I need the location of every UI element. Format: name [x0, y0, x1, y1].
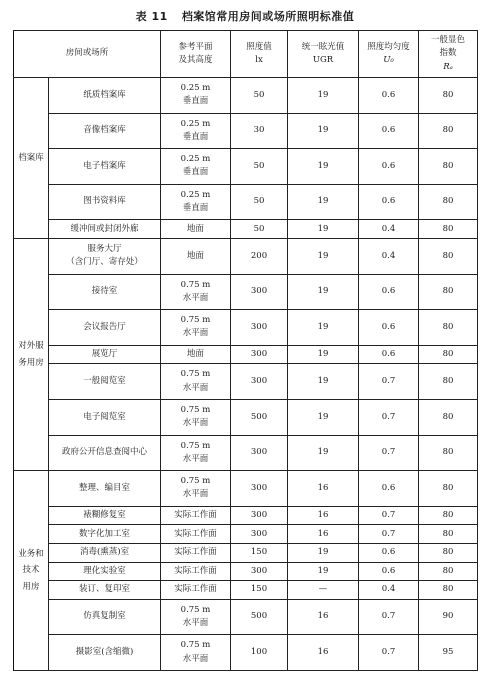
illuminance-value: 300 — [231, 506, 288, 525]
reference-plane: 0.25 m 垂直面 — [161, 149, 231, 185]
reference-plane: 地面 — [161, 238, 231, 274]
ra-value: 80 — [419, 238, 478, 274]
illuminance-value: 50 — [231, 78, 288, 114]
ugr-value: 19 — [288, 562, 359, 581]
ra-value: 80 — [419, 184, 478, 220]
ra-value: 90 — [419, 599, 478, 635]
room-name: 纸质档案库 — [49, 78, 161, 114]
room-name: 装订、复印室 — [49, 581, 161, 600]
table-row — [14, 471, 478, 507]
table-row — [14, 435, 478, 471]
illuminance-value: 50 — [231, 184, 288, 220]
ugr-value: 19 — [288, 543, 359, 562]
ugr-value: 19 — [288, 399, 359, 435]
room-name: 裱糊修复室 — [49, 506, 161, 525]
header-room: 房间或场所 — [14, 31, 161, 78]
header-row — [14, 31, 478, 78]
table-row — [14, 113, 478, 149]
room-name: 接待室 — [49, 274, 161, 310]
room-name: 仿真复制室 — [49, 599, 161, 635]
reference-plane: 0.75 m 水平面 — [161, 274, 231, 310]
reference-plane: 地面 — [161, 220, 231, 239]
reference-plane: 实际工作面 — [161, 543, 231, 562]
ra-value: 80 — [419, 220, 478, 239]
ugr-value: 19 — [288, 149, 359, 185]
header-ra: 一般显色 指数 Rₐ — [419, 31, 478, 78]
table-row — [14, 78, 478, 114]
uniformity-value: 0.6 — [359, 345, 419, 364]
room-name: 展览厅 — [49, 345, 161, 364]
ra-value: 80 — [419, 113, 478, 149]
ugr-value: — — [288, 581, 359, 600]
uniformity-value: 0.7 — [359, 599, 419, 635]
table-row — [14, 399, 478, 435]
uniformity-value: 0.6 — [359, 543, 419, 562]
ugr-value: 19 — [288, 364, 359, 400]
illuminance-value: 150 — [231, 581, 288, 600]
ugr-value: 16 — [288, 525, 359, 544]
uniformity-value: 0.6 — [359, 471, 419, 507]
table-row — [14, 274, 478, 310]
room-name: 整理、编目室 — [49, 471, 161, 507]
ra-value: 95 — [419, 635, 478, 671]
illuminance-value: 50 — [231, 149, 288, 185]
group-business-technical: 业务和 技术 用房 — [14, 471, 49, 671]
uniformity-value: 0.7 — [359, 506, 419, 525]
reference-plane: 实际工作面 — [161, 525, 231, 544]
ra-value: 80 — [419, 345, 478, 364]
ugr-value: 19 — [288, 345, 359, 364]
room-name: 消毒(熏蒸)室 — [49, 543, 161, 562]
illuminance-value: 200 — [231, 238, 288, 274]
illuminance-value: 30 — [231, 113, 288, 149]
reference-plane: 0.75 m 水平面 — [161, 599, 231, 635]
reference-plane: 实际工作面 — [161, 581, 231, 600]
uniformity-value: 0.4 — [359, 220, 419, 239]
uniformity-value: 0.7 — [359, 435, 419, 471]
illuminance-value: 50 — [231, 220, 288, 239]
ugr-value: 19 — [288, 238, 359, 274]
reference-plane: 0.75 m 水平面 — [161, 635, 231, 671]
table-row — [14, 562, 478, 581]
uniformity-value: 0.6 — [359, 113, 419, 149]
reference-plane: 实际工作面 — [161, 506, 231, 525]
header-lux: 照度值 lx — [231, 31, 288, 78]
table-title: 档案馆常用房间或场所照明标准值 — [181, 10, 355, 23]
ra-value: 80 — [419, 435, 478, 471]
uniformity-value: 0.7 — [359, 525, 419, 544]
group-archive: 档案库 — [14, 78, 49, 239]
room-name: 图书资料库 — [49, 184, 161, 220]
uniformity-value: 0.4 — [359, 238, 419, 274]
table-row — [14, 635, 478, 671]
room-name: 一般阅览室 — [49, 364, 161, 400]
illuminance-value: 300 — [231, 345, 288, 364]
table-row — [14, 149, 478, 185]
reference-plane: 0.25 m 垂直面 — [161, 184, 231, 220]
group-public-service: 对外服 务用房 — [14, 238, 49, 470]
table-row — [14, 238, 478, 274]
uniformity-value: 0.4 — [359, 581, 419, 600]
table-row — [14, 599, 478, 635]
illuminance-value: 500 — [231, 599, 288, 635]
table-row — [14, 581, 478, 600]
uniformity-value: 0.6 — [359, 78, 419, 114]
illuminance-value: 300 — [231, 274, 288, 310]
ra-value: 80 — [419, 78, 478, 114]
header-uniformity: 照度均匀度 U₀ — [359, 31, 419, 78]
reference-plane: 0.75 m 水平面 — [161, 435, 231, 471]
table-caption — [0, 8, 490, 24]
uniformity-value: 0.7 — [359, 399, 419, 435]
uniformity-value: 0.6 — [359, 274, 419, 310]
illuminance-value: 300 — [231, 364, 288, 400]
ugr-value: 19 — [288, 184, 359, 220]
reference-plane: 地面 — [161, 345, 231, 364]
header-plane: 参考平面 及其高度 — [161, 31, 231, 78]
uniformity-value: 0.6 — [359, 562, 419, 581]
illuminance-value: 300 — [231, 471, 288, 507]
uniformity-value: 0.7 — [359, 635, 419, 671]
ra-value: 80 — [419, 310, 478, 346]
ugr-value: 16 — [288, 506, 359, 525]
table-row — [14, 345, 478, 364]
table-row — [14, 364, 478, 400]
illuminance-value: 300 — [231, 310, 288, 346]
room-name: 服务大厅 （含门厅、寄存处） — [49, 238, 161, 274]
illuminance-value: 300 — [231, 525, 288, 544]
ra-value: 80 — [419, 562, 478, 581]
ra-value: 80 — [419, 364, 478, 400]
ugr-value: 19 — [288, 435, 359, 471]
ra-value: 80 — [419, 525, 478, 544]
ugr-value: 19 — [288, 310, 359, 346]
uniformity-value: 0.6 — [359, 310, 419, 346]
ra-value: 80 — [419, 274, 478, 310]
illuminance-value: 500 — [231, 399, 288, 435]
ugr-value: 16 — [288, 599, 359, 635]
ugr-value: 19 — [288, 113, 359, 149]
room-name: 摄影室(含缩微) — [49, 635, 161, 671]
illuminance-value: 300 — [231, 562, 288, 581]
ugr-value: 19 — [288, 220, 359, 239]
room-name: 会议报告厅 — [49, 310, 161, 346]
table-row — [14, 525, 478, 544]
uniformity-value: 0.7 — [359, 364, 419, 400]
ra-value: 80 — [419, 149, 478, 185]
table-row — [14, 220, 478, 239]
ugr-value: 16 — [288, 471, 359, 507]
illuminance-value: 100 — [231, 635, 288, 671]
ugr-value: 19 — [288, 274, 359, 310]
header-ugr: 统一眩光值 UGR — [288, 31, 359, 78]
room-name: 缓冲间或封闭外廊 — [49, 220, 161, 239]
reference-plane: 0.25 m 垂直面 — [161, 113, 231, 149]
room-name: 政府公开信息查阅中心 — [49, 435, 161, 471]
table-row — [14, 506, 478, 525]
room-name: 电子阅览室 — [49, 399, 161, 435]
ra-value: 80 — [419, 581, 478, 600]
table-number: 表 11 — [135, 10, 168, 23]
room-name: 电子档案库 — [49, 149, 161, 185]
illuminance-value: 150 — [231, 543, 288, 562]
uniformity-value: 0.6 — [359, 184, 419, 220]
illuminance-value: 300 — [231, 435, 288, 471]
illuminance-standard-table — [13, 30, 478, 671]
ra-value: 80 — [419, 399, 478, 435]
room-name: 音像档案库 — [49, 113, 161, 149]
table-row — [14, 310, 478, 346]
table-row — [14, 184, 478, 220]
reference-plane: 0.75 m 水平面 — [161, 364, 231, 400]
ra-value: 80 — [419, 543, 478, 562]
table-row — [14, 543, 478, 562]
reference-plane: 0.75 m 水平面 — [161, 471, 231, 507]
room-name: 数字化加工室 — [49, 525, 161, 544]
ugr-value: 16 — [288, 635, 359, 671]
uniformity-value: 0.6 — [359, 149, 419, 185]
ugr-value: 19 — [288, 78, 359, 114]
ra-value: 80 — [419, 506, 478, 525]
reference-plane: 0.75 m 水平面 — [161, 399, 231, 435]
reference-plane: 实际工作面 — [161, 562, 231, 581]
reference-plane: 0.25 m 垂直面 — [161, 78, 231, 114]
reference-plane: 0.75 m 水平面 — [161, 310, 231, 346]
ra-value: 80 — [419, 471, 478, 507]
room-name: 理化实验室 — [49, 562, 161, 581]
